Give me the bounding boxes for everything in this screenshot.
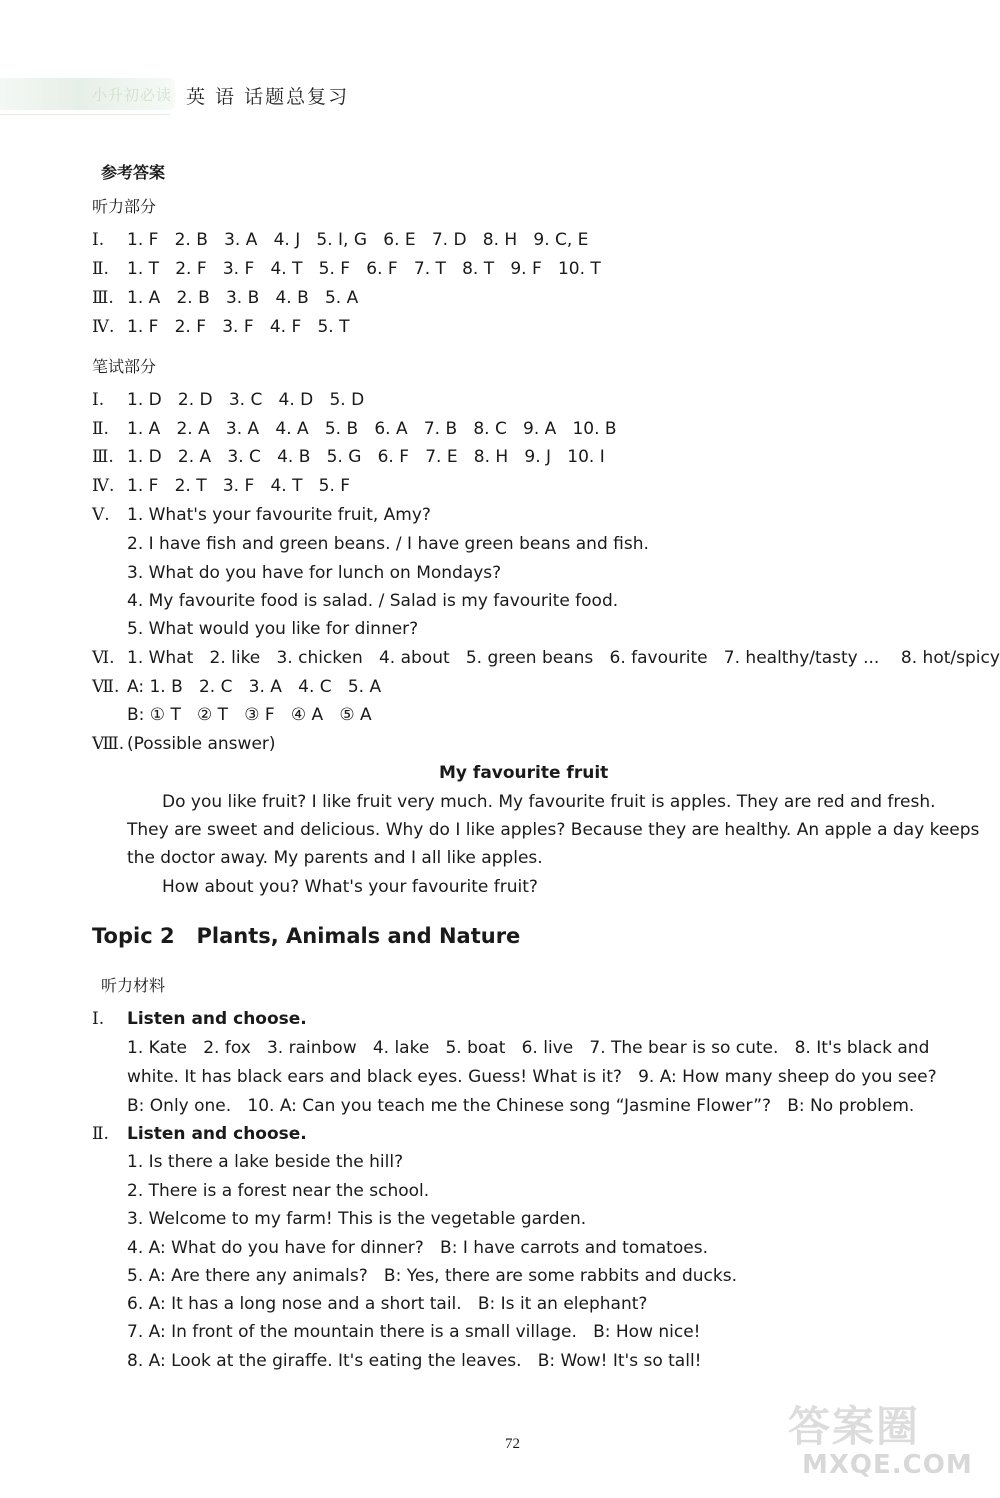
essay-line-1: Do you like fruit? I like fruit very much. My favourite fruit is apples. They are red and fresh. bbox=[162, 792, 936, 812]
written-viii-row bbox=[92, 733, 276, 755]
section2-line-8: 8. A: Look at the giraffe. It's eating the leaves. B: Wow! It's so tall! bbox=[127, 1351, 702, 1371]
answer-text: 1. D 2. A 3. C 4. B 5. G 6. F 7. E 8. H 9. J 10. I bbox=[127, 447, 605, 467]
answer-text: 1. A 2. B 3. B 4. B 5. A bbox=[127, 288, 359, 308]
header-title: 英 语 话题总复习 bbox=[186, 86, 350, 108]
section2-line-5: 5. A: Are there any animals? B: Yes, there are some rabbits and ducks. bbox=[127, 1266, 737, 1286]
answer-text: A: 1. B 2. C 3. A 4. C 5. A bbox=[127, 677, 382, 697]
essay-title: My favourite fruit bbox=[439, 763, 609, 783]
roman-numeral: Ⅴ. bbox=[92, 505, 110, 525]
roman-numeral: Ⅳ. bbox=[92, 476, 115, 496]
section-heading: Listen and choose. bbox=[127, 1009, 307, 1029]
essay-line-4: How about you? What's your favourite fruit? bbox=[162, 877, 538, 897]
roman-numeral: Ⅰ. bbox=[92, 1009, 105, 1029]
answer-text: (Possible answer) bbox=[127, 734, 276, 754]
written-v-row-5: 5. What would you like for dinner? bbox=[127, 619, 419, 639]
answer-text: 1. What 2. like 3. chicken 4. about 5. green beans 6. favourite 7. healthy/tasty ... 8. hot/spicy bbox=[127, 648, 1000, 668]
page-number: 72 bbox=[505, 1436, 520, 1452]
materials-title: 听力材料 bbox=[101, 976, 166, 995]
section2-line-2: 2. There is a forest near the school. bbox=[127, 1181, 430, 1201]
answer-text: 1. What's your favourite fruit, Amy? bbox=[127, 505, 431, 525]
roman-numeral: Ⅷ. bbox=[92, 734, 125, 754]
topic-title: Topic 2 Plants, Animals and Nature bbox=[92, 924, 521, 948]
section2-line-7: 7. A: In front of the mountain there is a small village. B: How nice! bbox=[127, 1322, 701, 1342]
written-row-1 bbox=[92, 389, 364, 411]
roman-numeral: Ⅵ. bbox=[92, 648, 115, 668]
listening-row-3 bbox=[92, 287, 358, 309]
roman-numeral: Ⅲ. bbox=[92, 447, 114, 467]
written-row-3 bbox=[92, 446, 605, 468]
written-v-row-1 bbox=[92, 504, 431, 526]
listening-row-2 bbox=[92, 258, 601, 280]
written-v-row-3: 3. What do you have for lunch on Mondays? bbox=[127, 563, 502, 583]
section2-line-3: 3. Welcome to my farm! This is the vegetable garden. bbox=[127, 1209, 587, 1229]
roman-numeral: Ⅶ. bbox=[92, 677, 120, 697]
written-row-4 bbox=[92, 475, 350, 497]
section2-line-6: 6. A: It has a long nose and a short tail. B: Is it an elephant? bbox=[127, 1294, 648, 1314]
section2-heading bbox=[92, 1123, 307, 1145]
written-title: 笔试部分 bbox=[92, 357, 157, 376]
roman-numeral: Ⅱ. bbox=[92, 259, 109, 279]
essay-line-3: the doctor away. My parents and I all like apples. bbox=[127, 848, 543, 868]
answer-text: 1. F 2. F 3. F 4. F 5. T bbox=[127, 317, 350, 337]
written-v-row-2: 2. I have fish and green beans. / I have green beans and fish. bbox=[127, 534, 649, 554]
section1-heading bbox=[92, 1008, 307, 1030]
answer-text: 1. F 2. B 3. A 4. J 5. I, G 6. E 7. D 8. H 9. C, E bbox=[127, 230, 589, 250]
section1-line-2: white. It has black ears and black eyes. Guess! What is it? 9. A: How many sheep do you see? bbox=[127, 1067, 937, 1087]
roman-numeral: Ⅲ. bbox=[92, 288, 114, 308]
listening-row-1 bbox=[92, 229, 588, 251]
roman-numeral: Ⅱ. bbox=[92, 419, 109, 439]
roman-numeral: Ⅳ. bbox=[92, 317, 115, 337]
answer-text: 1. T 2. F 3. F 4. T 5. F 6. F 7. T 8. T 9. F 10. T bbox=[127, 259, 601, 279]
header-series: 小升初必读 bbox=[92, 86, 173, 104]
section2-line-1: 1. Is there a lake beside the hill? bbox=[127, 1152, 404, 1172]
essay-line-2: They are sweet and delicious. Why do I like apples? Because they are healthy. An apple a day keeps bbox=[127, 820, 980, 840]
watermark-logo: 答案圈 bbox=[788, 1402, 921, 1451]
answer-text: 1. F 2. T 3. F 4. T 5. F bbox=[127, 476, 351, 496]
section1-line-1: 1. Kate 2. fox 3. rainbow 4. lake 5. boat 6. live 7. The bear is so cute. 8. It's black and bbox=[127, 1038, 930, 1058]
section-heading: Listen and choose. bbox=[127, 1124, 307, 1144]
listening-title: 听力部分 bbox=[92, 197, 157, 216]
written-vi-row bbox=[92, 647, 1000, 669]
roman-numeral: Ⅰ. bbox=[92, 390, 105, 410]
listening-row-4 bbox=[92, 316, 349, 338]
written-v-row-4: 4. My favourite food is salad. / Salad is my favourite food. bbox=[127, 591, 619, 611]
section1-line-3: B: Only one. 10. A: Can you teach me the Chinese song “Jasmine Flower”? B: No problem. bbox=[127, 1096, 915, 1116]
watermark bbox=[782, 1394, 982, 1484]
page-header bbox=[0, 78, 600, 114]
answer-text: 1. D 2. D 3. C 4. D 5. D bbox=[127, 390, 365, 410]
answer-text: 1. A 2. A 3. A 4. A 5. B 6. A 7. B 8. C 9. A 10. B bbox=[127, 419, 617, 439]
roman-numeral: Ⅱ. bbox=[92, 1124, 109, 1144]
written-row-2 bbox=[92, 418, 617, 440]
answers-title: 参考答案 bbox=[101, 163, 166, 182]
header-rule bbox=[0, 114, 170, 115]
written-vii-row-a bbox=[92, 676, 381, 698]
roman-numeral: Ⅰ. bbox=[92, 230, 105, 250]
written-vii-row-b: B: ① T ② T ③ F ④ A ⑤ A bbox=[127, 705, 372, 725]
section2-line-4: 4. A: What do you have for dinner? B: I have carrots and tomatoes. bbox=[127, 1238, 708, 1258]
watermark-url: MXQE.COM bbox=[802, 1450, 973, 1480]
